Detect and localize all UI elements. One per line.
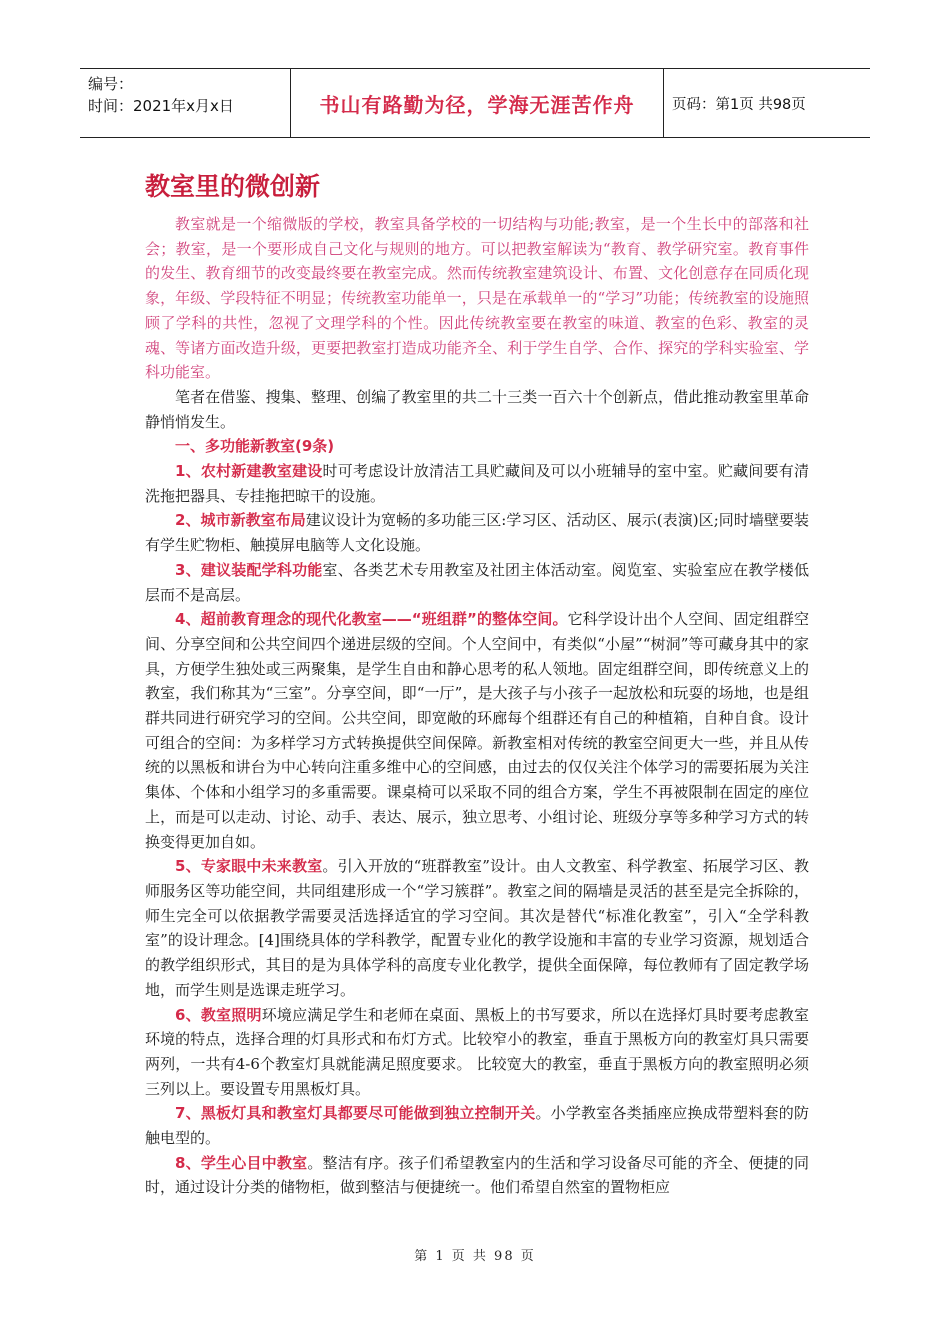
item-3-head: 3、建议装配学科功能 [175, 560, 323, 579]
author-note-paragraph: 笔者在借鉴、搜集、整理、创编了教室里的共二十三类一百六十个创新点，借此推动教室里革命静悄悄发生。 [145, 387, 809, 431]
page-footer: 第 1 页 共 98 页 [414, 1249, 536, 1264]
header-page-info: 页码：第1页 共98页 [672, 96, 806, 113]
item-2-head: 2、城市新教室布局 [175, 511, 306, 530]
section-1-title: 一、多功能新教室(9条) [175, 437, 335, 456]
document-title: 教室里的微创新 [145, 172, 321, 201]
item-7 [145, 1101, 809, 1150]
item-8-head: 8、学生心目中教室 [175, 1153, 308, 1172]
item-1-head: 1、农村新建教室建设 [175, 462, 323, 481]
header-meta [80, 69, 291, 137]
number-label: 编号： [88, 75, 134, 93]
item-6-text: 环境应满足学生和老师在桌面、黑板上的书写要求，所以在选择灯具时要考虑教室环境的特点，选择合理的灯具形式和布灯方式。比较窄小的教室，垂直于黑板方向的教室灯具只需要两列，一共有4-6个教室灯具就能满足照度要求。 比较宽大的教室，垂直于黑板方向的教室照明必须三列以上。要设置专用黑板灯具。 [145, 1005, 809, 1098]
document-body [145, 170, 809, 1200]
item-4-head: 4、超前教育理念的现代化教室——“班组群”的整体空间。 [175, 610, 568, 629]
item-3 [145, 558, 809, 607]
item-2 [145, 508, 809, 557]
header-motto: 书山有路勤为径，学海无涯苦作舟 [291, 69, 664, 137]
item-4-text: 它科学设计出个人空间、固定组群空间、分享空间和公共空间四个递进层级的空间。个人空间中，有类似“小屋”“树洞”等可藏身其中的家具，方便学生独处或三两聚集，是学生自由和静心思考的私人领地。固定组群空间，即传统意义上的教室，我们称其为“三室”。分享空间，即“一厅”，是大孩子与小孩子一起放松和玩耍的场地，也是组群共同进行研究学习的空间。公共空间，即宽敞的环廊每个组群还有自己的种植箱，自种自食。设计可组合的空间：为多样学习方式转换提供空间保障。新教室相对传统的教室空间更大一些，并且从传统的以黑板和讲台为中心转向注重多维中心的空间感，由过去的仅仅关注个体学习的需要拓展为关注集体、个体和小组学习的多重需要。课桌椅可以采取不同的组合方案，学生不再被限制在固定的座位上，而是可以走动、讨论、动手、表达、展示，独立思考、小组讨论、班级分享等多种学习方式的转换变得更加自如。 [145, 610, 809, 851]
time-label: 时间：2021年x月x日 [88, 97, 234, 115]
intro-paragraph: 教室就是一个缩微版的学校，教室具备学校的一切结构与功能;教室，是一个生长中的部落和社会；教室，是一个要形成自己文化与规则的地方。可以把教室解读为“教育、教学研究室。教育事件的发生、教育细节的改变最终要在教室完成。然而传统教室建筑设计、布置、文化创意存在同质化现象，年级、学段特征不明显；传统教室功能单一，只是在承载单一的“学习”功能；传统教室的设施照顾了学科的共性，忽视了文理学科的个性。因此传统教室要在教室的味道、教室的色彩、教室的灵魂、等诸方面改造升级，更要把教室打造成功能齐全、利于学生自学、合作、探究的学科实验室、学科功能室。 [145, 215, 809, 382]
item-3-text: 室、各类艺术专用教室及社团主体活动室。阅览室、实验室应在教学楼低层而不是高层。 [145, 560, 809, 604]
item-8 [145, 1151, 809, 1200]
item-5 [145, 854, 809, 1002]
header-table [80, 68, 870, 138]
item-8-text: 。整洁有序。孩子们希望教室内的生活和学习设备尽可能的齐全、便捷的同时，通过设计分类的储物柜，做到整洁与便捷统一。他们希望自然室的置物柜应 [145, 1153, 809, 1197]
item-5-text: 。引入开放的“班群教室”设计。由人文教室、科学教室、拓展学习区、教师服务区等功能空间，共同组建形成一个“学习簇群”。教室之间的隔墙是灵活的甚至是完全拆除的，师生完全可以依据教学需要灵活选择适宜的学习空间。其次是替代“标准化教室”，引入“全学科教室”的设计理念。[4]围绕具体的学科教学，配置专业化的教学设施和丰富的专业学习资源，规划适合的教学组织形式，其目的是为具体学科的高度专业化教学，提供全面保障，每位教师有了固定教学场地，而学生则是选课走班学习。 [145, 857, 809, 999]
item-5-head: 5、专家眼中未来教室 [175, 857, 323, 876]
item-1 [145, 459, 809, 508]
item-4 [145, 607, 809, 854]
item-1-text: 时可考虑设计放清洁工具贮藏间及可以小班辅导的室中室。贮藏间要有清洗拖把器具、专挂拖把晾干的设施。 [145, 462, 809, 505]
section-heading [145, 434, 809, 459]
item-6-head: 6、教室照明 [175, 1005, 262, 1024]
item-7-text: 。小学教室各类插座应换成带塑料套的防触电型的。 [145, 1104, 809, 1148]
item-7-head: 7、黑板灯具和教室灯具都要尽可能做到独立控制开关 [175, 1104, 536, 1123]
item-2-text: 建议设计为宽畅的多功能三区:学习区、活动区、展示(表演)区;同时墙壁要装有学生贮物柜、触摸屏电脑等人文化设施。 [145, 511, 809, 555]
item-6 [145, 1003, 809, 1102]
